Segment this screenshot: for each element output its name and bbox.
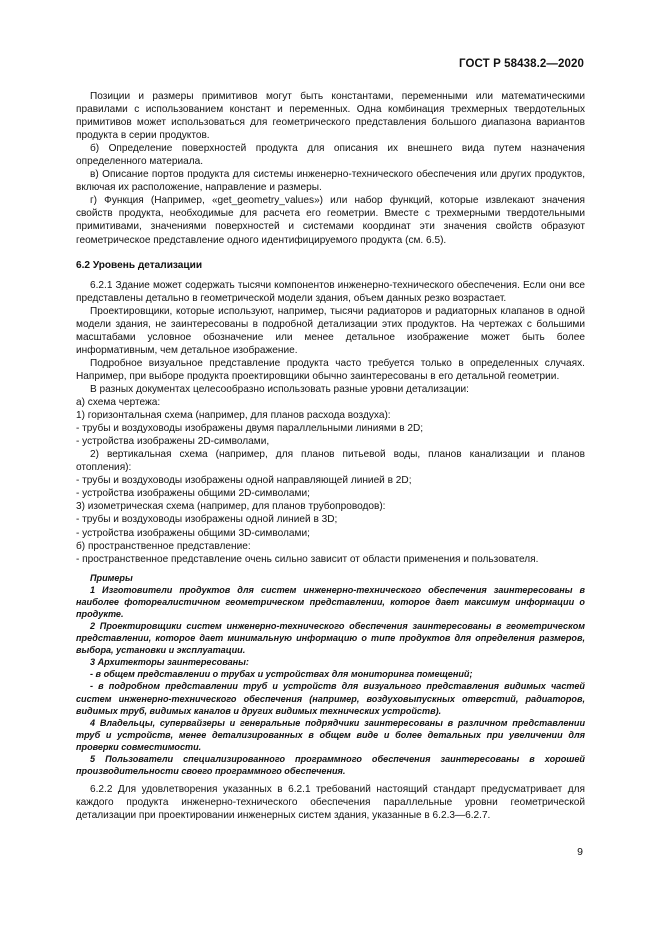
list-item: - устройства изображены общими 3D-символами;	[76, 527, 310, 539]
paragraph-visual-representation: Подробное визуальное представление продукта часто требуется только в определенных случаях. Например, при выборе продукта проектировщики обычно заинтересованы в его детальной геометрии.	[76, 357, 585, 382]
example-item: - в общем представлении о трубах и устройствах для мониторинга помещений;	[90, 669, 473, 680]
intro-item-v: в) Описание портов продукта для системы инженерно-технического обеспечения или других продуктов, включая их расположение, направление и размеры.	[76, 169, 585, 194]
standard-number-header: ГОСТ Р 58438.2—2020	[459, 58, 584, 70]
list-item: - трубы и воздуховоды изображены одной направляющей линией в 2D;	[76, 475, 412, 487]
example-item: 3 Архитекторы заинтересованы:	[90, 657, 249, 668]
intro-item-g: г) Функция (Например, «get_geometry_values») или набор функций, которые извлекают значения свойств продукта, необходимые для расчета его геометрии. Вместе с трехмерными твердотельными примитивами, значениями поверхностей и системами координат эти значения свойств образуют геометрическое представление одного идентифицируемого продукта (см. 6.5).	[76, 195, 585, 246]
paragraph-designers: Проектировщики, которые используют, например, тысячи радиаторов и радиаторных клапанов в одной модели здания, не заинтересованы в подробной детализации этих продуктов. На чертежах с большими масштабами условное обозначение или менее детальное изображение может быть более информативным, чем детальное изображение.	[76, 305, 585, 356]
page-number: 9	[577, 846, 583, 858]
paragraph-6-2-1: 6.2.1 Здание может содержать тысячи компонентов инженерно-технического обеспечения. Если они все представлены детально в геометрической модели здания, объем данных резко возрастает.	[76, 279, 585, 304]
example-item: 4 Владельцы, супервайзеры и генеральные подрядчики заинтересованы в различном представлении труб и устройств, менее детализированных в общем виде и более детальных при увеличении для проверки совместимости.	[76, 717, 585, 752]
example-item: 5 Пользователи специализированного программного обеспечения заинтересованы в хорошей производительности своего программного обеспечения.	[76, 754, 585, 777]
list-item: - устройства изображены общими 2D-символами;	[76, 488, 310, 500]
example-item: - в подробном представлении труб и устройств для визуального представления видимых частей систем инженерно-технического обеспечения (например, воздуховыпускных отверстий, радиаторов, видимых труб, видимых каналов и других видимых технических устройств).	[76, 681, 585, 716]
document-body	[76, 90, 585, 822]
intro-paragraph-primitives: Позиции и размеры примитивов могут быть константами, переменными или математическими правилами с использованием констант и переменных. Одна комбинация трехмерных твердотельных примитивов может использоваться для геометрического представления большого диапазона вариантов продукта в серии продуктов.	[76, 91, 585, 142]
list-item: 2) вертикальная схема (например, для планов питьевой воды, планов канализации и планов отопления):	[76, 449, 585, 474]
list-item: 3) изометрическая схема (например, для планов трубопроводов):	[76, 501, 386, 513]
section-heading: 6.2 Уровень детализации	[76, 259, 203, 271]
paragraph-6-2-2: 6.2.2 Для удовлетворения указанных в 6.2.1 требований настоящий стандарт предусматривает для каждого продукта инженерно-технического обеспечения параллельные уровни геометрической детализации при проектировании инженерных систем здания, указанные в 6.2.3—6.2.7.	[76, 784, 585, 822]
list-item: а) схема чертежа:	[76, 397, 161, 409]
list-item: - пространственное представление очень сильно зависит от области применения и пользователя.	[76, 553, 539, 565]
list-item: б) пространственное представление:	[76, 540, 251, 552]
example-item: 2 Проектировщики систем инженерно-технического обеспечения заинтересованы в геометрическом представлении, которое дает минимальную информацию о типе продуктов для определения размеров, выбора, установки и эксплуатации.	[76, 621, 585, 656]
paragraph-detail-levels-intro: В разных документах целесообразно использовать разные уровни детализации:	[90, 383, 469, 395]
list-item: - трубы и воздуховоды изображены одной линией в 3D;	[76, 514, 338, 526]
list-item: - трубы и воздуховоды изображены двумя параллельными линиями в 2D;	[76, 423, 424, 435]
list-item: - устройства изображены 2D-символами,	[76, 436, 270, 448]
example-item: 1 Изготовители продуктов для систем инженерно-технического обеспечения заинтересованы в наиболее фотореалистичном геометрическом представлении, которое дает максимум информации о продукте.	[76, 584, 585, 619]
list-item: 1) горизонтальная схема (например, для планов расхода воздуха):	[76, 410, 391, 422]
intro-item-b: б) Определение поверхностей продукта для описания их внешнего вида путем назначения определенного материала.	[76, 143, 585, 168]
examples-title: Примеры	[90, 572, 133, 583]
